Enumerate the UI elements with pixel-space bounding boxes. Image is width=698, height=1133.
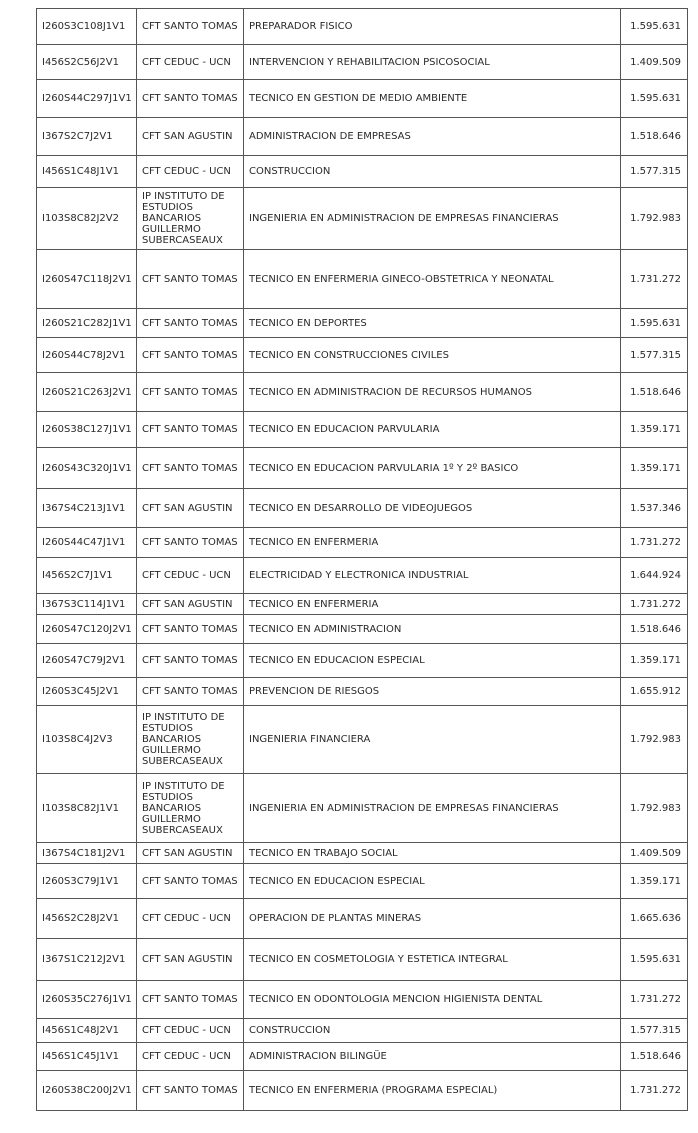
institution-cell: CFT SANTO TOMAS (137, 9, 244, 45)
program-cell: TECNICO EN ENFERMERIA GINECO-OBSTETRICA Y NEONATAL (244, 250, 621, 309)
table-row (37, 939, 688, 981)
amount-cell: 1.359.171 (621, 448, 688, 489)
institution-cell: CFT SAN AGUSTIN (137, 489, 244, 528)
institution-cell: IP INSTITUTO DE ESTUDIOS BANCARIOS GUILLERMO SUBERCASEAUX (137, 188, 244, 250)
amount-cell: 1.792.983 (621, 188, 688, 250)
table-row (37, 528, 688, 558)
code-cell: I260S47C118J2V1 (37, 250, 137, 309)
code-cell: I260S44C47J1V1 (37, 528, 137, 558)
institution-cell: CFT SAN AGUSTIN (137, 843, 244, 864)
table-row (37, 489, 688, 528)
program-cell: ADMINISTRACION BILINGÜE (244, 1043, 621, 1071)
table-row (37, 1071, 688, 1111)
table-row (37, 338, 688, 373)
code-cell: I456S2C56J2V1 (37, 45, 137, 80)
program-cell: TECNICO EN TRABAJO SOCIAL (244, 843, 621, 864)
program-cell: TECNICO EN EDUCACION ESPECIAL (244, 644, 621, 678)
code-cell: I260S3C108J1V1 (37, 9, 137, 45)
amount-cell: 1.792.983 (621, 774, 688, 843)
amount-cell: 1.577.315 (621, 338, 688, 373)
program-cell: INGENIERIA FINANCIERA (244, 706, 621, 774)
program-cell: INGENIERIA EN ADMINISTRACION DE EMPRESAS FINANCIERAS (244, 188, 621, 250)
program-cell: TECNICO EN ODONTOLOGIA MENCION HIGIENISTA DENTAL (244, 981, 621, 1019)
code-cell: I260S44C297J1V1 (37, 80, 137, 118)
code-cell: I260S21C263J2V1 (37, 373, 137, 412)
program-cell: TECNICO EN EDUCACION PARVULARIA 1º Y 2º BASICO (244, 448, 621, 489)
code-cell: I260S47C120J2V1 (37, 615, 137, 644)
table-row (37, 188, 688, 250)
amount-cell: 1.655.912 (621, 678, 688, 706)
institution-cell: CFT SANTO TOMAS (137, 373, 244, 412)
code-cell: I456S2C7J1V1 (37, 558, 137, 594)
program-cell: TECNICO EN DEPORTES (244, 309, 621, 338)
institution-cell: CFT CEDUC - UCN (137, 45, 244, 80)
institution-cell: CFT CEDUC - UCN (137, 1043, 244, 1071)
code-cell: I367S1C212J2V1 (37, 939, 137, 981)
institution-cell: IP INSTITUTO DE ESTUDIOS BANCARIOS GUILLERMO SUBERCASEAUX (137, 706, 244, 774)
code-cell: I456S2C28J2V1 (37, 899, 137, 939)
code-cell: I367S4C181J2V1 (37, 843, 137, 864)
amount-cell: 1.409.509 (621, 843, 688, 864)
institution-cell: CFT CEDUC - UCN (137, 899, 244, 939)
amount-cell: 1.731.272 (621, 1071, 688, 1111)
program-cell: TECNICO EN DESARROLLO DE VIDEOJUEGOS (244, 489, 621, 528)
amount-cell: 1.731.272 (621, 250, 688, 309)
amount-cell: 1.409.509 (621, 45, 688, 80)
institution-cell: CFT SANTO TOMAS (137, 412, 244, 448)
table-row (37, 80, 688, 118)
amount-cell: 1.731.272 (621, 594, 688, 615)
amount-cell: 1.518.646 (621, 373, 688, 412)
institution-cell: CFT SANTO TOMAS (137, 80, 244, 118)
institution-cell: CFT SANTO TOMAS (137, 981, 244, 1019)
table-row (37, 412, 688, 448)
table-row (37, 981, 688, 1019)
program-cell: OPERACION DE PLANTAS MINERAS (244, 899, 621, 939)
program-cell: TECNICO EN CONSTRUCCIONES CIVILES (244, 338, 621, 373)
institution-cell: CFT SANTO TOMAS (137, 864, 244, 899)
amount-cell: 1.577.315 (621, 1019, 688, 1043)
amount-cell: 1.518.646 (621, 615, 688, 644)
table-row (37, 899, 688, 939)
table-row (37, 9, 688, 45)
amount-cell: 1.595.631 (621, 939, 688, 981)
program-cell: TECNICO EN ADMINISTRACION (244, 615, 621, 644)
program-cell: TECNICO EN GESTION DE MEDIO AMBIENTE (244, 80, 621, 118)
table-row (37, 594, 688, 615)
table-row (37, 118, 688, 156)
code-cell: I260S38C200J2V1 (37, 1071, 137, 1111)
amount-cell: 1.792.983 (621, 706, 688, 774)
table-row (37, 644, 688, 678)
code-cell: I260S44C78J2V1 (37, 338, 137, 373)
code-cell: I367S2C7J2V1 (37, 118, 137, 156)
institution-cell: CFT SANTO TOMAS (137, 448, 244, 489)
table-row (37, 448, 688, 489)
amount-cell: 1.731.272 (621, 528, 688, 558)
institution-cell: CFT SANTO TOMAS (137, 528, 244, 558)
code-cell: I456S1C45J1V1 (37, 1043, 137, 1071)
amount-cell: 1.537.346 (621, 489, 688, 528)
table-body (37, 9, 688, 1111)
table-row (37, 1043, 688, 1071)
amount-cell: 1.665.636 (621, 899, 688, 939)
code-cell: I260S47C79J2V1 (37, 644, 137, 678)
program-cell: TECNICO EN ADMINISTRACION DE RECURSOS HUMANOS (244, 373, 621, 412)
code-cell: I260S21C282J1V1 (37, 309, 137, 338)
institution-cell: CFT SANTO TOMAS (137, 678, 244, 706)
program-cell: INTERVENCION Y REHABILITACION PSICOSOCIAL (244, 45, 621, 80)
programs-table (36, 8, 688, 1111)
amount-cell: 1.359.171 (621, 412, 688, 448)
amount-cell: 1.518.646 (621, 1043, 688, 1071)
institution-cell: CFT SAN AGUSTIN (137, 118, 244, 156)
institution-cell: CFT SAN AGUSTIN (137, 594, 244, 615)
program-cell: PREVENCION DE RIESGOS (244, 678, 621, 706)
code-cell: I260S43C320J1V1 (37, 448, 137, 489)
amount-cell: 1.731.272 (621, 981, 688, 1019)
institution-cell: CFT SANTO TOMAS (137, 338, 244, 373)
program-cell: TECNICO EN ENFERMERIA (244, 594, 621, 615)
code-cell: I456S1C48J2V1 (37, 1019, 137, 1043)
table-row (37, 250, 688, 309)
institution-cell: CFT SAN AGUSTIN (137, 939, 244, 981)
institution-cell: CFT CEDUC - UCN (137, 1019, 244, 1043)
amount-cell: 1.644.924 (621, 558, 688, 594)
institution-cell: CFT SANTO TOMAS (137, 644, 244, 678)
code-cell: I456S1C48J1V1 (37, 156, 137, 188)
table-row (37, 774, 688, 843)
table-row (37, 45, 688, 80)
institution-cell: CFT SANTO TOMAS (137, 309, 244, 338)
code-cell: I367S3C114J1V1 (37, 594, 137, 615)
table-row (37, 615, 688, 644)
table-row (37, 558, 688, 594)
amount-cell: 1.595.631 (621, 80, 688, 118)
program-cell: TECNICO EN EDUCACION PARVULARIA (244, 412, 621, 448)
table-row (37, 843, 688, 864)
amount-cell: 1.577.315 (621, 156, 688, 188)
table-row (37, 309, 688, 338)
code-cell: I103S8C82J1V1 (37, 774, 137, 843)
program-cell: INGENIERIA EN ADMINISTRACION DE EMPRESAS FINANCIERAS (244, 774, 621, 843)
amount-cell: 1.359.171 (621, 864, 688, 899)
program-cell: TECNICO EN ENFERMERIA (244, 528, 621, 558)
amount-cell: 1.595.631 (621, 9, 688, 45)
institution-cell: CFT SANTO TOMAS (137, 1071, 244, 1111)
program-cell: PREPARADOR FISICO (244, 9, 621, 45)
table-row (37, 156, 688, 188)
code-cell: I367S4C213J1V1 (37, 489, 137, 528)
code-cell: I103S8C4J2V3 (37, 706, 137, 774)
institution-cell: CFT CEDUC - UCN (137, 558, 244, 594)
program-cell: CONSTRUCCION (244, 1019, 621, 1043)
table-row (37, 373, 688, 412)
table-row (37, 864, 688, 899)
institution-cell: IP INSTITUTO DE ESTUDIOS BANCARIOS GUILLERMO SUBERCASEAUX (137, 774, 244, 843)
program-cell: TECNICO EN ENFERMERIA (PROGRAMA ESPECIAL) (244, 1071, 621, 1111)
program-cell: TECNICO EN COSMETOLOGIA Y ESTETICA INTEGRAL (244, 939, 621, 981)
code-cell: I260S3C79J1V1 (37, 864, 137, 899)
code-cell: I103S8C82J2V2 (37, 188, 137, 250)
program-cell: TECNICO EN EDUCACION ESPECIAL (244, 864, 621, 899)
amount-cell: 1.595.631 (621, 309, 688, 338)
amount-cell: 1.359.171 (621, 644, 688, 678)
program-cell: CONSTRUCCION (244, 156, 621, 188)
code-cell: I260S35C276J1V1 (37, 981, 137, 1019)
table-row (37, 706, 688, 774)
program-cell: ELECTRICIDAD Y ELECTRONICA INDUSTRIAL (244, 558, 621, 594)
code-cell: I260S3C45J2V1 (37, 678, 137, 706)
institution-cell: CFT SANTO TOMAS (137, 615, 244, 644)
table-row (37, 678, 688, 706)
institution-cell: CFT SANTO TOMAS (137, 250, 244, 309)
amount-cell: 1.518.646 (621, 118, 688, 156)
program-cell: ADMINISTRACION DE EMPRESAS (244, 118, 621, 156)
table-row (37, 1019, 688, 1043)
institution-cell: CFT CEDUC - UCN (137, 156, 244, 188)
code-cell: I260S38C127J1V1 (37, 412, 137, 448)
